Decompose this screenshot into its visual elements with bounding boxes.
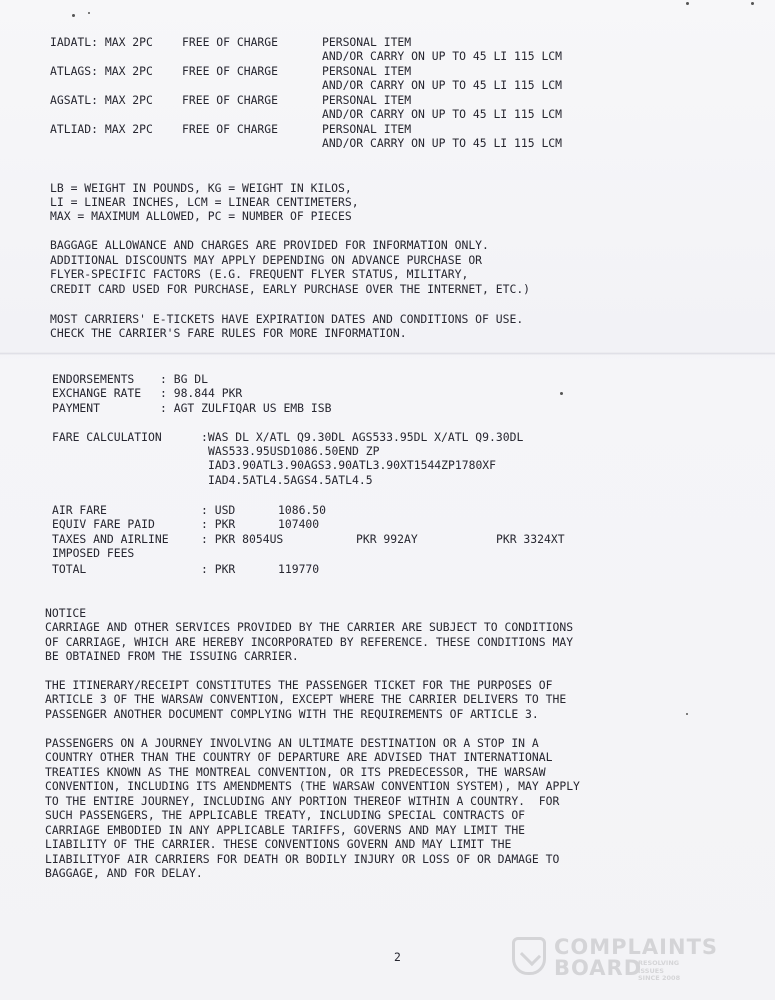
legend-line: LI = LINEAR INCHES, LCM = LINEAR CENTIMETERS,: [50, 195, 359, 209]
eticket-line: MOST CARRIERS' E-TICKETS HAVE EXPIRATION DATES AND CONDITIONS OF USE.: [50, 312, 524, 326]
baggage-item: PERSONAL ITEM: [322, 93, 412, 107]
taxes-value-xt: PKR 3324XT: [496, 532, 565, 546]
baggage-info-line: FLYER-SPECIFIC FACTORS (E.G. FREQUENT FLYER STATUS, MILITARY,: [50, 267, 469, 281]
baggage-route: IADATL: MAX 2PC: [50, 35, 153, 49]
baggage-info-line: BAGGAGE ALLOWANCE AND CHARGES ARE PROVIDED FOR INFORMATION ONLY.: [50, 238, 489, 252]
baggage-route: ATLIAD: MAX 2PC: [50, 122, 153, 136]
paper-speck: [686, 713, 688, 715]
baggage-charge: FREE OF CHARGE: [182, 93, 279, 107]
legend-line: LB = WEIGHT IN POUNDS, KG = WEIGHT IN KILOS,: [50, 181, 352, 195]
baggage-charge: FREE OF CHARGE: [182, 64, 279, 78]
fare-calculation-line: :WAS DL X/ATL Q9.30DL AGS533.95DL X/ATL Q9.30DL: [201, 430, 524, 444]
baggage-item-detail: AND/OR CARRY ON UP TO 45 LI 115 LCM: [322, 78, 563, 92]
baggage-charge: FREE OF CHARGE: [182, 35, 279, 49]
fare-calculation-label: FARE CALCULATION: [52, 430, 162, 444]
watermark-tagline: RESOLVING ISSUES SINCE 2008: [638, 959, 681, 982]
air-fare-value: 1086.50: [278, 503, 327, 517]
baggage-info-line: CREDIT CARD USED FOR PURCHASE, EARLY PURCHASE OVER THE INTERNET, ETC.): [50, 282, 531, 296]
baggage-route: AGSATL: MAX 2PC: [50, 93, 153, 107]
baggage-route: ATLAGS: MAX 2PC: [50, 64, 153, 78]
total-label: TOTAL: [52, 562, 87, 576]
air-fare-currency: : USD: [201, 503, 236, 517]
endorsements-value: : BG DL: [160, 372, 209, 386]
passengers-line: LIABILITY OF THE CARRIER. THESE CONVENTIONS GOVERN AND MAY LIMIT THE: [45, 837, 512, 851]
total-value: 119770: [278, 562, 320, 576]
baggage-item: PERSONAL ITEM: [322, 64, 412, 78]
passengers-line: COUNTRY OTHER THAN THE COUNTRY OF DEPARTURE ARE ADVISED THAT INTERNATIONAL: [45, 750, 553, 764]
baggage-item: PERSONAL ITEM: [322, 122, 412, 136]
taxes-label-cont: IMPOSED FEES: [52, 546, 135, 560]
fare-calculation-line: IAD3.90ATL3.90AGS3.90ATL3.90XT1544ZP1780XF: [208, 458, 497, 472]
notice-line: CARRIAGE AND OTHER SERVICES PROVIDED BY THE CARRIER ARE SUBJECT TO CONDITIONS: [45, 620, 574, 634]
taxes-label: TAXES AND AIRLINE: [52, 532, 169, 546]
paper-speck: [72, 14, 75, 17]
passengers-line: PASSENGERS ON A JOURNEY INVOLVING AN ULTIMATE DESTINATION OR A STOP IN A: [45, 736, 539, 750]
paper-speck: [751, 2, 754, 5]
payment-label: PAYMENT: [52, 401, 101, 415]
itinerary-line: PASSENGER ANOTHER DOCUMENT COMPLYING WITH THE REQUIREMENTS OF ARTICLE 3.: [45, 707, 539, 721]
total-currency: : PKR: [201, 562, 236, 576]
itinerary-line: THE ITINERARY/RECEIPT CONSTITUTES THE PASSENGER TICKET FOR THE PURPOSES OF: [45, 678, 553, 692]
passengers-line: SUCH PASSENGERS, THE APPLICABLE TREATY, INCLUDING SPECIAL CONTRACTS OF: [45, 808, 526, 822]
taxes-value-ay: PKR 992AY: [356, 532, 418, 546]
complaints-board-watermark: [512, 935, 732, 982]
equiv-fare-value: 107400: [278, 517, 320, 531]
baggage-item-detail: AND/OR CARRY ON UP TO 45 LI 115 LCM: [322, 49, 563, 63]
equiv-fare-currency: : PKR: [201, 517, 236, 531]
passengers-line: TO THE ENTIRE JOURNEY, INCLUDING ANY PORTION THEREOF WITHIN A COUNTRY. FOR: [45, 794, 560, 808]
paper-speck: [686, 2, 689, 5]
shield-check-icon: [512, 937, 546, 975]
fare-calculation-line: IAD4.5ATL4.5AGS4.5ATL4.5: [208, 473, 373, 487]
baggage-item-detail: AND/OR CARRY ON UP TO 45 LI 115 LCM: [322, 136, 563, 150]
passengers-line: BAGGAGE, AND FOR DELAY.: [45, 866, 203, 880]
baggage-item: PERSONAL ITEM: [322, 35, 412, 49]
baggage-item-detail: AND/OR CARRY ON UP TO 45 LI 115 LCM: [322, 107, 563, 121]
notice-title: NOTICE: [45, 606, 87, 620]
watermark-word-2: BOARD: [554, 956, 643, 980]
passengers-line: LIABILITYOF AIR CARRIERS FOR DEATH OR BODILY INJURY OR LOSS OF OR DAMAGE TO: [45, 852, 560, 866]
passengers-line: CONVENTION, INCLUDING ITS AMENDMENTS (THE WARSAW CONVENTION SYSTEM), MAY APPLY: [45, 779, 580, 793]
exchange-rate-label: EXCHANGE RATE: [52, 386, 142, 400]
baggage-charge: FREE OF CHARGE: [182, 122, 279, 136]
fare-calculation-line: WAS533.95USD1086.50END ZP: [208, 444, 380, 458]
passengers-line: TREATIES KNOWN AS THE MONTREAL CONVENTION, OR ITS PREDECESSOR, THE WARSAW: [45, 765, 546, 779]
paper-fold-line: [0, 352, 775, 355]
notice-line: OF CARRIAGE, WHICH ARE HEREBY INCORPORATED BY REFERENCE. THESE CONDITIONS MAY: [45, 635, 574, 649]
paper-speck: [88, 12, 90, 14]
paper-speck: [560, 392, 563, 395]
baggage-info-line: ADDITIONAL DISCOUNTS MAY APPLY DEPENDING ON ADVANCE PURCHASE OR: [50, 253, 483, 267]
exchange-rate-value: : 98.844 PKR: [160, 386, 243, 400]
payment-value: : AGT ZULFIQAR US EMB ISB: [160, 401, 332, 415]
itinerary-line: ARTICLE 3 OF THE WARSAW CONVENTION, EXCEPT WHERE THE CARRIER DELIVERS TO THE: [45, 692, 567, 706]
endorsements-label: ENDORSEMENTS: [52, 372, 135, 386]
notice-line: BE OBTAINED FROM THE ISSUING CARRIER.: [45, 649, 299, 663]
taxes-value-us: : PKR 8054US: [201, 532, 284, 546]
passengers-line: CARRIAGE EMBODIED IN ANY APPLICABLE TARIFFS, GOVERNS AND MAY LIMIT THE: [45, 823, 526, 837]
legend-line: MAX = MAXIMUM ALLOWED, PC = NUMBER OF PIECES: [50, 209, 352, 223]
page-number: 2: [394, 950, 401, 964]
eticket-line: CHECK THE CARRIER'S FARE RULES FOR MORE INFORMATION.: [50, 326, 407, 340]
equiv-fare-label: EQUIV FARE PAID: [52, 517, 155, 531]
air-fare-label: AIR FARE: [52, 503, 107, 517]
watermark-word-1: COMPLAINTS: [554, 935, 719, 959]
